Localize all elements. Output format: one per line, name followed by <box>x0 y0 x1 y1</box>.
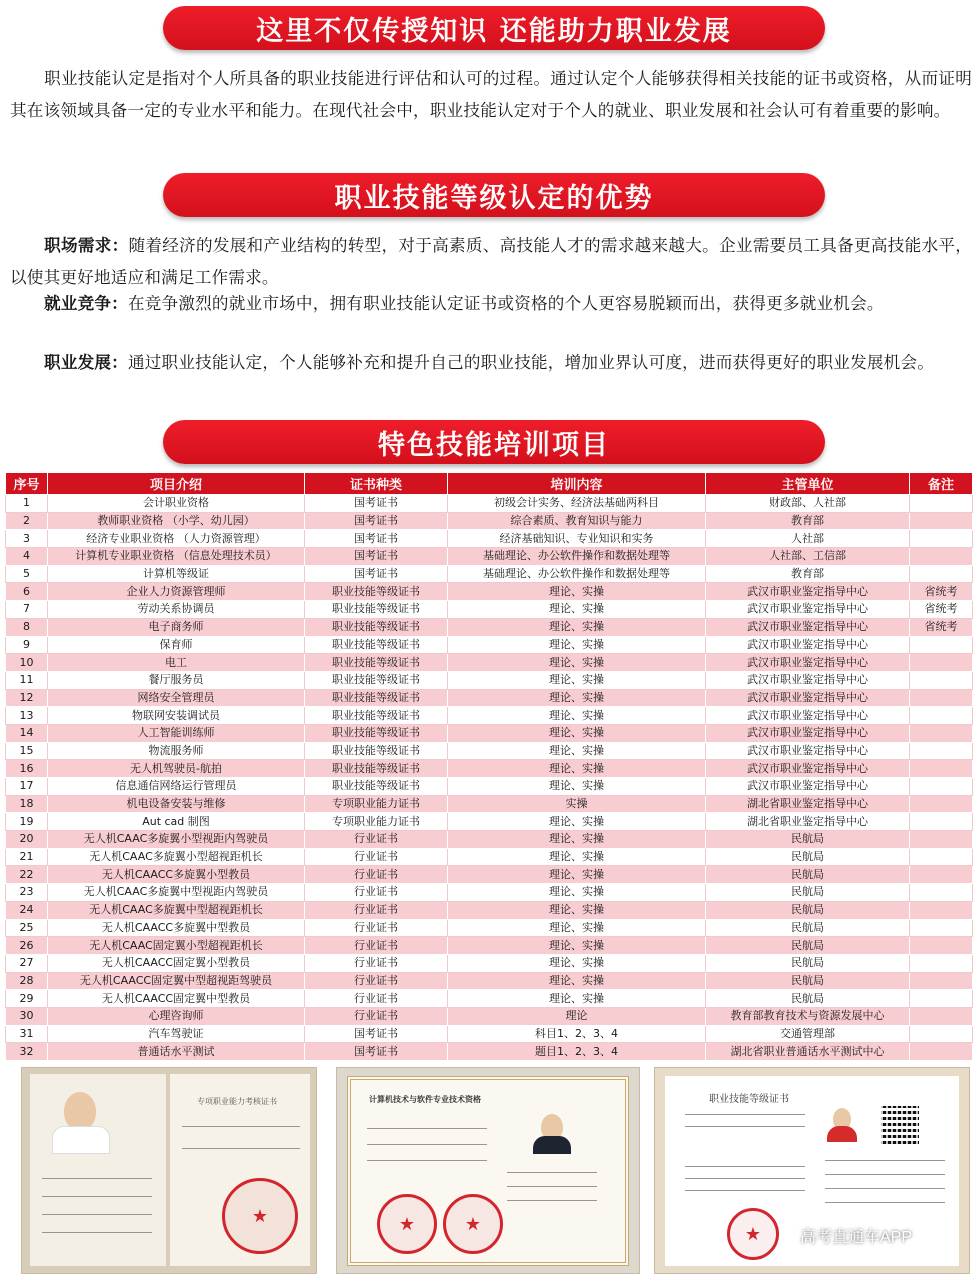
cell-authority: 武汉市职业鉴定指导中心 <box>706 654 910 672</box>
table-row <box>6 884 973 902</box>
cell-index: 18 <box>6 795 48 813</box>
divider <box>685 1178 805 1179</box>
banner-title: 职业技能等级认定的优势 <box>334 182 654 214</box>
cell-remark <box>910 565 973 583</box>
portrait-body <box>827 1126 857 1142</box>
table-row <box>6 724 973 742</box>
cell-index: 3 <box>6 530 48 548</box>
programs-table <box>5 472 973 1061</box>
cell-index: 5 <box>6 565 48 583</box>
cell-index: 19 <box>6 813 48 831</box>
cell-remark <box>910 724 973 742</box>
cell-index: 20 <box>6 831 48 849</box>
cell-cert-type: 行业证书 <box>305 937 448 955</box>
cell-cert-type: 行业证书 <box>305 972 448 990</box>
table-header-row <box>6 473 973 495</box>
cell-index: 14 <box>6 724 48 742</box>
cell-remark <box>910 760 973 778</box>
banner-title: 特色技能培训项目 <box>378 429 610 461</box>
red-seal-icon: ★ <box>377 1194 437 1254</box>
divider <box>685 1190 805 1191</box>
cell-project: 无人机驾驶员-航拍 <box>48 760 305 778</box>
divider <box>507 1200 597 1201</box>
cell-remark <box>910 742 973 760</box>
cell-authority: 交通管理部 <box>706 1025 910 1043</box>
cell-content: 理论、实操 <box>448 636 706 654</box>
cert2-title: 计算机技术与软件专业技术资格 <box>369 1095 481 1104</box>
cell-remark <box>910 1043 973 1061</box>
cell-cert-type: 国考证书 <box>305 530 448 548</box>
table-row <box>6 954 973 972</box>
cell-cert-type: 国考证书 <box>305 1043 448 1061</box>
cell-cert-type: 行业证书 <box>305 901 448 919</box>
cell-project: 人工智能训练师 <box>48 724 305 742</box>
cell-index: 10 <box>6 654 48 672</box>
portrait-body <box>52 1126 110 1154</box>
cell-index: 21 <box>6 848 48 866</box>
cell-cert-type: 行业证书 <box>305 884 448 902</box>
cell-authority: 财政部、人社部 <box>706 495 910 513</box>
cell-content: 理论、实操 <box>448 778 706 796</box>
cell-authority: 民航局 <box>706 919 910 937</box>
cell-cert-type: 职业技能等级证书 <box>305 742 448 760</box>
table-row <box>6 742 973 760</box>
cell-content: 理论、实操 <box>448 954 706 972</box>
cell-authority: 人社部、工信部 <box>706 548 910 566</box>
table-row <box>6 972 973 990</box>
cell-project: 无人机CAAC多旋翼小型视距内驾驶员 <box>48 831 305 849</box>
cell-remark <box>910 954 973 972</box>
cell-index: 28 <box>6 972 48 990</box>
header-index: 序号 <box>6 473 48 495</box>
cert1-title: 专项职业能力考核证书 <box>197 1097 277 1106</box>
divider <box>42 1196 152 1197</box>
cell-content: 理论 <box>448 1007 706 1025</box>
cell-cert-type: 职业技能等级证书 <box>305 636 448 654</box>
cell-project: 信息通信网络运行管理员 <box>48 778 305 796</box>
cell-project: 教师职业资格 （小学、幼儿园） <box>48 512 305 530</box>
table-row <box>6 990 973 1008</box>
cell-project: 电工 <box>48 654 305 672</box>
advantage-text: 通过职业技能认定，个人能够补充和提升自己的职业技能，增加业界认可度，进而获得更好的职业发展机会。 <box>127 353 935 372</box>
cell-content: 理论、实操 <box>448 724 706 742</box>
table-row <box>6 530 973 548</box>
header-project: 项目介绍 <box>48 473 305 495</box>
cell-project: 机电设备安装与维修 <box>48 795 305 813</box>
divider <box>507 1172 597 1173</box>
cell-remark: 省统考 <box>910 618 973 636</box>
cell-authority: 湖北省职业普通话水平测试中心 <box>706 1043 910 1061</box>
cell-authority: 民航局 <box>706 990 910 1008</box>
divider <box>825 1160 945 1161</box>
cell-content: 理论、实操 <box>448 972 706 990</box>
cell-remark <box>910 778 973 796</box>
cell-index: 2 <box>6 512 48 530</box>
cell-cert-type: 职业技能等级证书 <box>305 583 448 601</box>
qr-code-icon <box>881 1106 919 1144</box>
cell-authority: 武汉市职业鉴定指导中心 <box>706 636 910 654</box>
cell-content: 理论、实操 <box>448 831 706 849</box>
cell-index: 16 <box>6 760 48 778</box>
cell-remark <box>910 671 973 689</box>
cell-index: 11 <box>6 671 48 689</box>
table-row <box>6 760 973 778</box>
cell-authority: 武汉市职业鉴定指导中心 <box>706 760 910 778</box>
cell-authority: 民航局 <box>706 884 910 902</box>
cell-authority: 武汉市职业鉴定指导中心 <box>706 724 910 742</box>
cell-authority: 教育部 <box>706 512 910 530</box>
cell-index: 32 <box>6 1043 48 1061</box>
cell-remark <box>910 972 973 990</box>
cell-project: 无人机CAAC固定翼小型超视距机长 <box>48 937 305 955</box>
cell-project: 会计职业资格 <box>48 495 305 513</box>
divider <box>367 1128 487 1129</box>
cell-cert-type: 行业证书 <box>305 1007 448 1025</box>
cell-index: 22 <box>6 866 48 884</box>
cell-project: 物流服务师 <box>48 742 305 760</box>
cell-project: Aut cad 制图 <box>48 813 305 831</box>
cell-cert-type: 行业证书 <box>305 919 448 937</box>
cell-remark <box>910 636 973 654</box>
header-cert-type: 证书种类 <box>305 473 448 495</box>
cell-remark <box>910 1025 973 1043</box>
cell-content: 理论、实操 <box>448 848 706 866</box>
divider <box>182 1148 300 1149</box>
table-row <box>6 601 973 619</box>
table-row <box>6 848 973 866</box>
cell-cert-type: 国考证书 <box>305 512 448 530</box>
cell-remark <box>910 512 973 530</box>
cell-authority: 武汉市职业鉴定指导中心 <box>706 689 910 707</box>
table-row <box>6 795 973 813</box>
cell-content: 题目1、2、3、4 <box>448 1043 706 1061</box>
cell-remark <box>910 654 973 672</box>
cell-index: 25 <box>6 919 48 937</box>
divider <box>825 1174 945 1175</box>
cell-project: 无人机CAAC多旋翼中型视距内驾驶员 <box>48 884 305 902</box>
cell-project: 计算机等级证 <box>48 565 305 583</box>
cell-project: 网络安全管理员 <box>48 689 305 707</box>
cell-index: 13 <box>6 707 48 725</box>
cell-remark: 省统考 <box>910 583 973 601</box>
cell-remark <box>910 884 973 902</box>
table-row <box>6 866 973 884</box>
divider <box>367 1160 487 1161</box>
cell-project: 电子商务师 <box>48 618 305 636</box>
cell-remark <box>910 831 973 849</box>
cell-content: 实操 <box>448 795 706 813</box>
cell-remark <box>910 937 973 955</box>
table-row <box>6 937 973 955</box>
cell-cert-type: 国考证书 <box>305 548 448 566</box>
cell-cert-type: 职业技能等级证书 <box>305 707 448 725</box>
cell-remark <box>910 919 973 937</box>
cell-remark <box>910 548 973 566</box>
cell-content: 理论、实操 <box>448 919 706 937</box>
cell-remark <box>910 813 973 831</box>
cell-index: 15 <box>6 742 48 760</box>
cell-cert-type: 职业技能等级证书 <box>305 618 448 636</box>
divider <box>825 1202 945 1203</box>
header-remark: 备注 <box>910 473 973 495</box>
section-banner-career <box>163 6 825 50</box>
app-watermark: 高考直通车APP <box>800 1229 913 1246</box>
advantage-career <box>10 347 972 379</box>
cell-cert-type: 国考证书 <box>305 495 448 513</box>
table-row <box>6 901 973 919</box>
table-row <box>6 778 973 796</box>
cell-project: 企业人力资源管理师 <box>48 583 305 601</box>
cell-cert-type: 专项职业能力证书 <box>305 813 448 831</box>
table-row <box>6 813 973 831</box>
cell-authority: 民航局 <box>706 954 910 972</box>
cell-index: 8 <box>6 618 48 636</box>
cell-index: 26 <box>6 937 48 955</box>
cell-index: 29 <box>6 990 48 1008</box>
cell-remark <box>910 795 973 813</box>
intro-text: 职业技能认定是指对个人所具备的职业技能进行评估和认可的过程。通过认定个人能够获得相关技能的证书或资格，从而证明其在该领域具备一定的专业水平和能力。在现代社会中，职业技能认定对于个人的就业、职业发展和社会认可有着重要的影响。 <box>10 69 972 120</box>
cell-authority: 教育部教育技术与资源发展中心 <box>706 1007 910 1025</box>
cell-authority: 民航局 <box>706 848 910 866</box>
cell-project: 经济专业职业资格 （人力资源管理） <box>48 530 305 548</box>
cell-index: 31 <box>6 1025 48 1043</box>
table-row <box>6 495 973 513</box>
cell-project: 无人机CAACC多旋翼中型教员 <box>48 919 305 937</box>
advantage-title: 就业竞争： <box>44 294 128 313</box>
cell-cert-type: 行业证书 <box>305 954 448 972</box>
table-row <box>6 618 973 636</box>
cell-content: 理论、实操 <box>448 583 706 601</box>
cell-remark <box>910 689 973 707</box>
cell-content: 理论、实操 <box>448 689 706 707</box>
cell-authority: 武汉市职业鉴定指导中心 <box>706 778 910 796</box>
cell-project: 劳动关系协调员 <box>48 601 305 619</box>
cell-cert-type: 职业技能等级证书 <box>305 671 448 689</box>
cell-content: 理论、实操 <box>448 884 706 902</box>
cell-project: 汽车驾驶证 <box>48 1025 305 1043</box>
cell-cert-type: 行业证书 <box>305 831 448 849</box>
cell-project: 无人机CAAC多旋翼中型超视距机长 <box>48 901 305 919</box>
cell-content: 综合素质、教育知识与能力 <box>448 512 706 530</box>
cell-content: 理论、实操 <box>448 601 706 619</box>
cell-authority: 民航局 <box>706 937 910 955</box>
cell-cert-type: 职业技能等级证书 <box>305 760 448 778</box>
cell-cert-type: 行业证书 <box>305 990 448 1008</box>
cert3-title: 职业技能等级证书 <box>709 1094 789 1105</box>
divider <box>42 1214 152 1215</box>
red-seal-icon: ★ <box>222 1178 298 1254</box>
cell-remark <box>910 866 973 884</box>
certificate-photo-2 <box>337 1068 639 1273</box>
cell-authority: 武汉市职业鉴定指导中心 <box>706 601 910 619</box>
section-banner-programs <box>163 420 825 464</box>
table-row <box>6 689 973 707</box>
cell-index: 1 <box>6 495 48 513</box>
cell-remark <box>910 707 973 725</box>
portrait-face <box>64 1092 96 1130</box>
divider <box>685 1166 805 1167</box>
cell-cert-type: 行业证书 <box>305 866 448 884</box>
cell-content: 理论、实操 <box>448 813 706 831</box>
table-row <box>6 707 973 725</box>
cell-index: 17 <box>6 778 48 796</box>
cell-cert-type: 专项职业能力证书 <box>305 795 448 813</box>
cell-authority: 民航局 <box>706 866 910 884</box>
cell-authority: 武汉市职业鉴定指导中心 <box>706 671 910 689</box>
cell-content: 经济基础知识、专业知识和实务 <box>448 530 706 548</box>
table-row <box>6 512 973 530</box>
cell-index: 30 <box>6 1007 48 1025</box>
cell-content: 理论、实操 <box>448 707 706 725</box>
cell-content: 理论、实操 <box>448 654 706 672</box>
cell-index: 24 <box>6 901 48 919</box>
cell-content: 理论、实操 <box>448 866 706 884</box>
cell-authority: 武汉市职业鉴定指导中心 <box>706 707 910 725</box>
cell-project: 普通话水平测试 <box>48 1043 305 1061</box>
table-row <box>6 1007 973 1025</box>
advantage-text: 随着经济的发展和产业结构的转型，对于高素质、高技能人才的需求越来越大。企业需要员工具备更高技能水平，以使其更好地适应和满足工作需求。 <box>10 236 973 287</box>
divider <box>367 1144 487 1145</box>
cell-project: 无人机CAAC多旋翼小型超视距机长 <box>48 848 305 866</box>
advantage-text: 在竞争激烈的就业市场中，拥有职业技能认定证书或资格的个人更容易脱颖而出，获得更多就业机会。 <box>127 294 884 313</box>
banner-title: 这里不仅传授知识 还能助力职业发展 <box>256 15 732 47</box>
cell-cert-type: 职业技能等级证书 <box>305 724 448 742</box>
cell-content: 科目1、2、3、4 <box>448 1025 706 1043</box>
portrait-body <box>533 1136 571 1154</box>
red-seal-icon: ★ <box>443 1194 503 1254</box>
cell-authority: 武汉市职业鉴定指导中心 <box>706 742 910 760</box>
cell-content: 理论、实操 <box>448 901 706 919</box>
cell-remark <box>910 1007 973 1025</box>
cell-authority: 教育部 <box>706 565 910 583</box>
cell-project: 无人机CAACC固定翼中型教员 <box>48 990 305 1008</box>
table-row <box>6 919 973 937</box>
cell-remark <box>910 901 973 919</box>
cell-project: 心理咨询师 <box>48 1007 305 1025</box>
cell-index: 6 <box>6 583 48 601</box>
cell-project: 计算机专业职业资格 （信息处理技术员） <box>48 548 305 566</box>
advantage-workplace <box>10 230 972 293</box>
cell-project: 物联网安装调试员 <box>48 707 305 725</box>
cell-content: 理论、实操 <box>448 671 706 689</box>
cell-index: 7 <box>6 601 48 619</box>
cell-authority: 人社部 <box>706 530 910 548</box>
cell-cert-type: 职业技能等级证书 <box>305 778 448 796</box>
table-row <box>6 583 973 601</box>
cell-authority: 武汉市职业鉴定指导中心 <box>706 583 910 601</box>
cert-left-page <box>30 1074 166 1266</box>
header-authority: 主管单位 <box>706 473 910 495</box>
table-row <box>6 1025 973 1043</box>
divider <box>685 1126 805 1127</box>
cell-cert-type: 行业证书 <box>305 848 448 866</box>
cell-cert-type: 职业技能等级证书 <box>305 654 448 672</box>
cell-cert-type: 国考证书 <box>305 1025 448 1043</box>
certificate-photo-1 <box>22 1068 316 1273</box>
cell-content: 理论、实操 <box>448 990 706 1008</box>
cell-content: 理论、实操 <box>448 760 706 778</box>
table-row <box>6 548 973 566</box>
cell-cert-type: 职业技能等级证书 <box>305 689 448 707</box>
section-banner-advantages <box>163 173 825 217</box>
cell-index: 23 <box>6 884 48 902</box>
cell-authority: 民航局 <box>706 972 910 990</box>
cell-authority: 武汉市职业鉴定指导中心 <box>706 618 910 636</box>
cell-content: 理论、实操 <box>448 618 706 636</box>
cell-authority: 民航局 <box>706 901 910 919</box>
cell-index: 12 <box>6 689 48 707</box>
cell-index: 27 <box>6 954 48 972</box>
divider <box>182 1126 300 1127</box>
table-row <box>6 831 973 849</box>
cell-remark <box>910 848 973 866</box>
cell-content: 基础理论、办公软件操作和数据处理等 <box>448 565 706 583</box>
advantage-title: 职业发展： <box>44 353 128 372</box>
header-content: 培训内容 <box>448 473 706 495</box>
divider <box>42 1178 152 1179</box>
cell-remark <box>910 990 973 1008</box>
cell-cert-type: 国考证书 <box>305 565 448 583</box>
cell-content: 基础理论、办公软件操作和数据处理等 <box>448 548 706 566</box>
table-row <box>6 1043 973 1061</box>
cell-content: 理论、实操 <box>448 937 706 955</box>
table-row <box>6 654 973 672</box>
cell-project: 保育师 <box>48 636 305 654</box>
cell-project: 无人机CAACC固定翼小型教员 <box>48 954 305 972</box>
divider <box>42 1232 152 1233</box>
divider <box>825 1188 945 1189</box>
cell-cert-type: 职业技能等级证书 <box>305 601 448 619</box>
table-row <box>6 565 973 583</box>
advantage-employment <box>10 288 972 320</box>
cell-index: 4 <box>6 548 48 566</box>
cell-remark <box>910 495 973 513</box>
cell-authority: 民航局 <box>706 831 910 849</box>
cell-project: 无人机CAACC多旋翼小型教员 <box>48 866 305 884</box>
cell-project: 无人机CAACC固定翼中型超视距驾驶员 <box>48 972 305 990</box>
intro-paragraph <box>10 63 972 126</box>
cell-index: 9 <box>6 636 48 654</box>
cell-authority: 湖北省职业鉴定指导中心 <box>706 813 910 831</box>
cell-remark: 省统考 <box>910 601 973 619</box>
cell-content: 初级会计实务、经济法基础两科目 <box>448 495 706 513</box>
cell-content: 理论、实操 <box>448 742 706 760</box>
cell-project: 餐厅服务员 <box>48 671 305 689</box>
advantage-title: 职场需求： <box>44 236 129 255</box>
cell-authority: 湖北省职业鉴定指导中心 <box>706 795 910 813</box>
divider <box>507 1186 597 1187</box>
table-row <box>6 636 973 654</box>
red-seal-icon: ★ <box>727 1208 779 1260</box>
divider <box>685 1114 805 1115</box>
table-row <box>6 671 973 689</box>
cell-remark <box>910 530 973 548</box>
